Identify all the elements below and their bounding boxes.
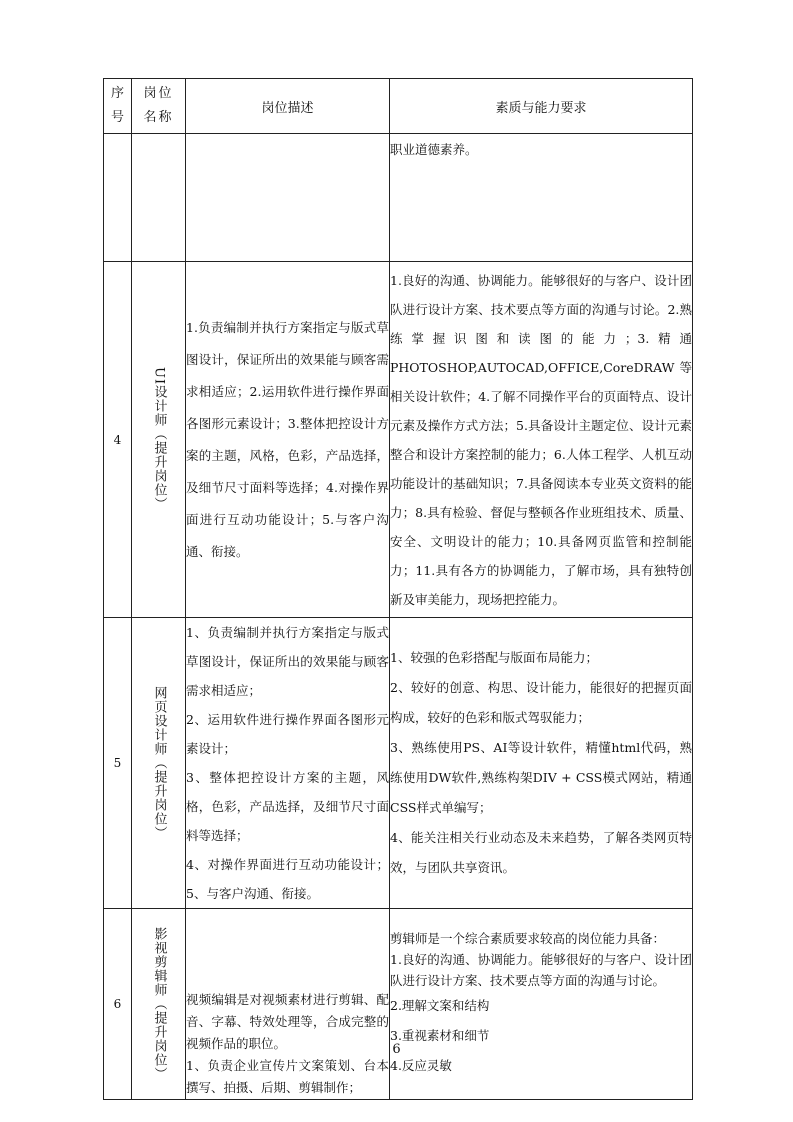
job-title-text: 影视剪辑师（提升岗位） bbox=[151, 927, 167, 1081]
job-requirements bbox=[390, 134, 693, 262]
job-requirements bbox=[390, 618, 693, 909]
job-title bbox=[132, 262, 186, 618]
job-requirements bbox=[390, 909, 693, 1100]
description-text: 3、整体把控设计方案的主题，风格，色彩，产品选择，及细节尺寸面料等选择； bbox=[186, 770, 389, 843]
description-text: 1、负责编制并执行方案指定与版式草图设计，保证所出的效果能与顾客需求相适应； bbox=[186, 625, 389, 698]
table-row bbox=[104, 618, 693, 909]
row-number bbox=[104, 134, 132, 262]
header-name bbox=[132, 79, 186, 134]
header-name-line1: 岗位 bbox=[143, 86, 174, 101]
requirement-text: 2、较好的创意、构思、设计能力，能很好的把握页面构成，较好的色彩和版式驾驭能力； bbox=[390, 680, 692, 725]
job-title bbox=[132, 909, 186, 1100]
requirement-text: 4.反应灵敏 bbox=[390, 1057, 452, 1073]
job-requirements bbox=[390, 262, 693, 618]
row-number: 6 bbox=[104, 909, 132, 1100]
description-text: 4、对操作界面进行互动功能设计；5、与客户沟通、衔接。 bbox=[186, 857, 389, 901]
table-row bbox=[104, 134, 693, 262]
requirement-text: 3、熟练使用PS、AI等设计软件，精懂html代码，熟练使用DW软件,熟练构架DIV + CSS模式网站，精通CSS样式单编写； bbox=[390, 740, 692, 815]
table-row bbox=[104, 262, 693, 618]
job-description bbox=[186, 909, 390, 1100]
table-header-row bbox=[104, 79, 693, 134]
job-description bbox=[186, 262, 390, 618]
header-req: 素质与能力要求 bbox=[390, 79, 693, 134]
job-title bbox=[132, 134, 186, 262]
requirement-text: 1.良好的沟通、协调能力。能够很好的与客户、设计团队进行设计方案、技术要点等方面的沟通与讨论。2.熟练掌握识图和读图的能力；3.精通PHOTOSHOP,AUTOCAD,OFFICE,CoreDRAW等相关设计软件；4.了解不同操作平台的页面特点、设计元素及操作方式方法；5.具备设计主题定位、设计元素整合和设计方案控制的能力；6.人体工程学、人机互动功能设计的基础知识；7.具备阅读本专业英文资料的能力；8.具有检验、督促与整顿各作业班组技术、质量、安全、文明设计的能力；10.具备网页监管和控制能力；11.具有各方的协调能力，了解市场，具有独特创新及审美能力，现场把控能力。 bbox=[390, 272, 692, 607]
description-text: 1、负责企业宣传片文案策划、台本撰写、拍摄、后期、剪辑制作； bbox=[186, 1058, 389, 1095]
job-title-text: UI设计师（提升岗位） bbox=[151, 367, 167, 512]
requirement-text: 1、较强的色彩搭配与版面布局能力； bbox=[390, 650, 598, 665]
description-text: 1.负责编制并执行方案指定与版式草图设计，保证所出的效果能与顾客需求相适应；2.运用软件进行操作界面各图形元素设计；3.整体把控设计方案的主题，风格，色彩，产品选择，及细节尺寸面料等选择；4.对操作界面进行互动功能设计；5.与客户沟通、衔接。 bbox=[186, 319, 389, 559]
job-description bbox=[186, 134, 390, 262]
job-description bbox=[186, 618, 390, 909]
header-no bbox=[104, 79, 132, 134]
row-number: 5 bbox=[104, 618, 132, 909]
table-row bbox=[104, 909, 693, 1100]
row-number: 4 bbox=[104, 262, 132, 618]
header-no-line1: 序 bbox=[110, 86, 124, 101]
job-title bbox=[132, 618, 186, 909]
requirement-text: 3.重视素材和细节 bbox=[390, 1027, 490, 1043]
header-name-line2: 名称 bbox=[143, 110, 174, 125]
requirement-text: 1.良好的沟通、协调能力。能够很好的与客户、设计团队进行设计方案、技术要点等方面的沟通与讨论。 bbox=[390, 951, 692, 988]
job-requirements-table bbox=[103, 78, 693, 1100]
requirement-text: 职业道德素养。 bbox=[390, 142, 478, 157]
header-no-line2: 号 bbox=[110, 110, 124, 125]
requirement-text: 2.理解文案和结构 bbox=[390, 997, 490, 1013]
requirement-text: 剪辑师是一个综合素质要求较高的岗位能力具备： bbox=[390, 930, 666, 946]
description-text: 视频编辑是对视频素材进行剪辑、配音、字幕、特效处理等，合成完整的视频作品的职位。 bbox=[186, 992, 389, 1051]
requirement-text: 4、能关注相关行业动态及未来趋势，了解各类网页特效，与团队共享资讯。 bbox=[390, 830, 692, 875]
job-title-text: 网页设计师（提升岗位） bbox=[151, 686, 167, 840]
page-number: 6 bbox=[392, 1042, 401, 1057]
header-desc: 岗位描述 bbox=[186, 79, 390, 134]
description-text: 2、运用软件进行操作界面各图形元素设计； bbox=[186, 712, 389, 756]
